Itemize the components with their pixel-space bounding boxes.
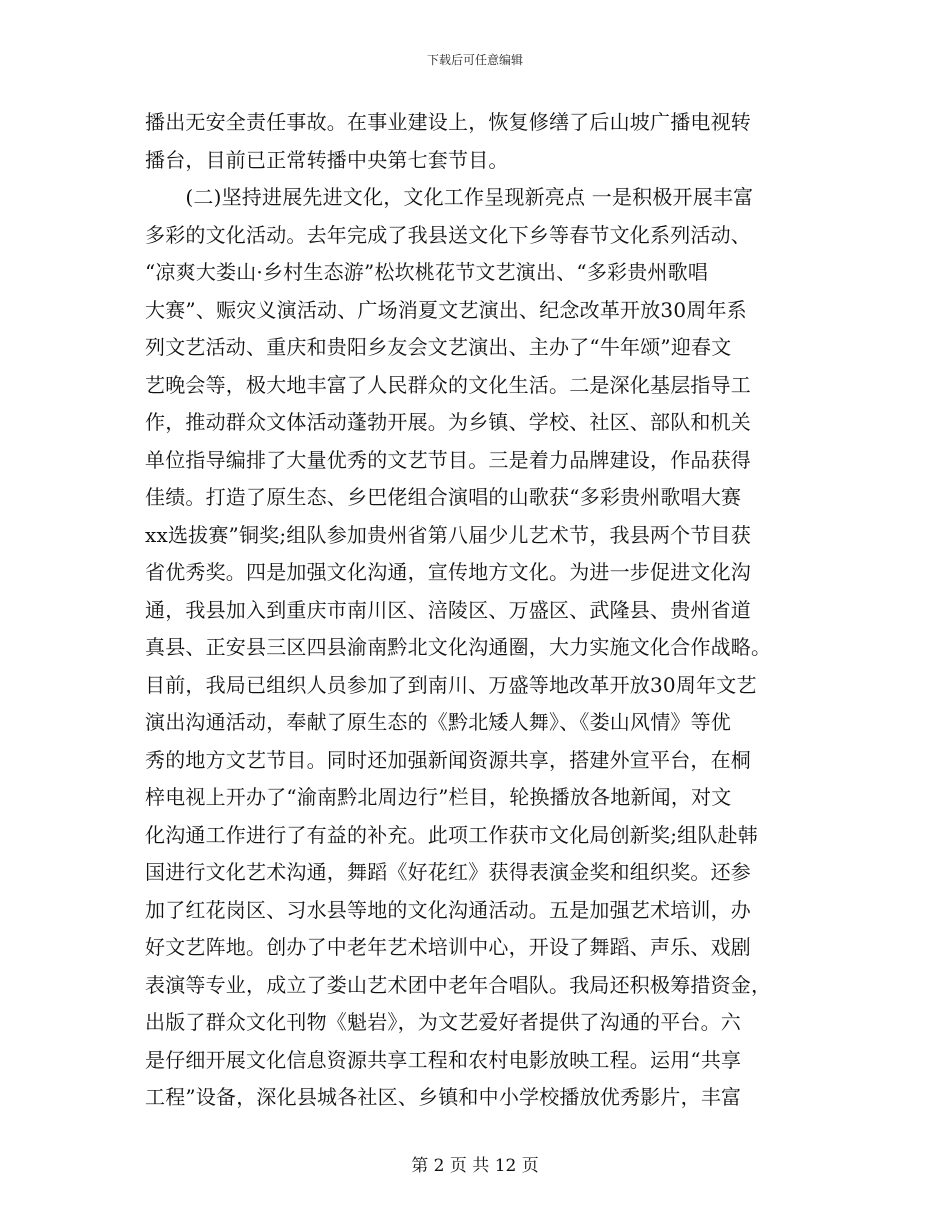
text-line: “凉爽大娄山·乡村生态游”松坎桃花节文艺演出、“多彩贵州歌唱	[145, 260, 709, 284]
text-line: (二)坚持进展先进文化，文化工作呈现新亮点 一是积极开展丰富	[145, 185, 754, 209]
text-line: 表演等专业，成立了娄山艺术团中老年合唱队。我局还积极筹措资金，	[145, 972, 772, 997]
text-line: 佳绩。打造了原生态、乡巴佬组合演唱的山歌获“多彩贵州歌唱大赛	[145, 485, 742, 509]
text-line: 大赛”、赈灾义演活动、广场消夏文艺演出、纪念改革开放30周年系	[145, 297, 747, 322]
text-line: xx选拔赛”铜奖;组队参加贵州省第八届少儿艺术节，我县两个节目获	[145, 522, 751, 547]
text-line: 作，推动群众文体活动蓬勃开展。为乡镇、学校、社区、部队和机关	[145, 410, 751, 434]
page-header	[0, 52, 950, 68]
document-body	[145, 104, 805, 1117]
text-line: 出版了群众文化刊物《魁岩》，为文艺爱好者提供了沟通的平台。六	[145, 1010, 741, 1034]
text-line: 通，我县加入到重庆市南川区、涪陵区、万盛区、武隆县、贵州省道	[145, 597, 751, 622]
text-line: 播出无安全责任事故。在事业建设上，恢复修缮了后山坡广播电视转	[145, 110, 751, 134]
text-line: 演出沟通活动，奉献了原生态的《黔北矮人舞》、《娄山风情》等优	[145, 710, 731, 734]
text-line: 省优秀奖。四是加强文化沟通，宣传地方文化。为进一步促进文化沟	[145, 560, 751, 584]
text-line: 秀的地方文艺节目。同时还加强新闻资源共享，搭建外宣平台，在桐	[145, 747, 751, 772]
text-line: 工程”设备，深化县城各社区、乡镇和中小学校播放优秀影片，丰富	[145, 1085, 742, 1109]
text-line: 真县、正安县三区四县渝南黔北文化沟通圈，大力实施文化合作战略。	[145, 635, 772, 659]
text-line: 多彩的文化活动。去年完成了我县送文化下乡等春节文化系列活动、	[145, 222, 751, 247]
text-line: 列文艺活动、重庆和贵阳乡友会文艺演出、主办了“牛年颂”迎春文	[145, 335, 732, 359]
page-number: 第 2 页 共 12 页	[411, 1156, 539, 1176]
text-line: 化沟通工作进行了有益的补充。此项工作获市文化局创新奖;组队赴韩	[145, 822, 758, 847]
page-footer	[0, 1154, 950, 1178]
text-line: 加了红花岗区、习水县等地的文化沟通活动。五是加强艺术培训，办	[145, 897, 751, 922]
text-line: 艺晚会等，极大地丰富了人民群众的文化生活。二是深化基层指导工	[145, 372, 751, 397]
text-line: 播台，目前已正常转播中央第七套节目。	[145, 147, 509, 172]
header-note: 下载后可任意编辑	[426, 53, 523, 67]
text-line: 国进行文化艺术沟通，舞蹈《好花红》获得表演金奖和组织奖。还参	[145, 860, 751, 884]
text-line: 梓电视上开办了“渝南黔北周边行”栏目，轮换播放各地新闻，对文	[145, 785, 732, 809]
text-line: 好文艺阵地。创办了中老年艺术培训中心，开设了舞蹈、声乐、戏剧	[145, 935, 751, 959]
text-line: 是仔细开展文化信息资源共享工程和农村电影放映工程。运用“共享	[145, 1047, 742, 1072]
text-line: 单位指导编排了大量优秀的文艺节目。三是着力品牌建设，作品获得	[145, 447, 751, 472]
text-line: 目前，我局已组织人员参加了到南川、万盛等地改革开放30周年文艺	[145, 672, 757, 697]
